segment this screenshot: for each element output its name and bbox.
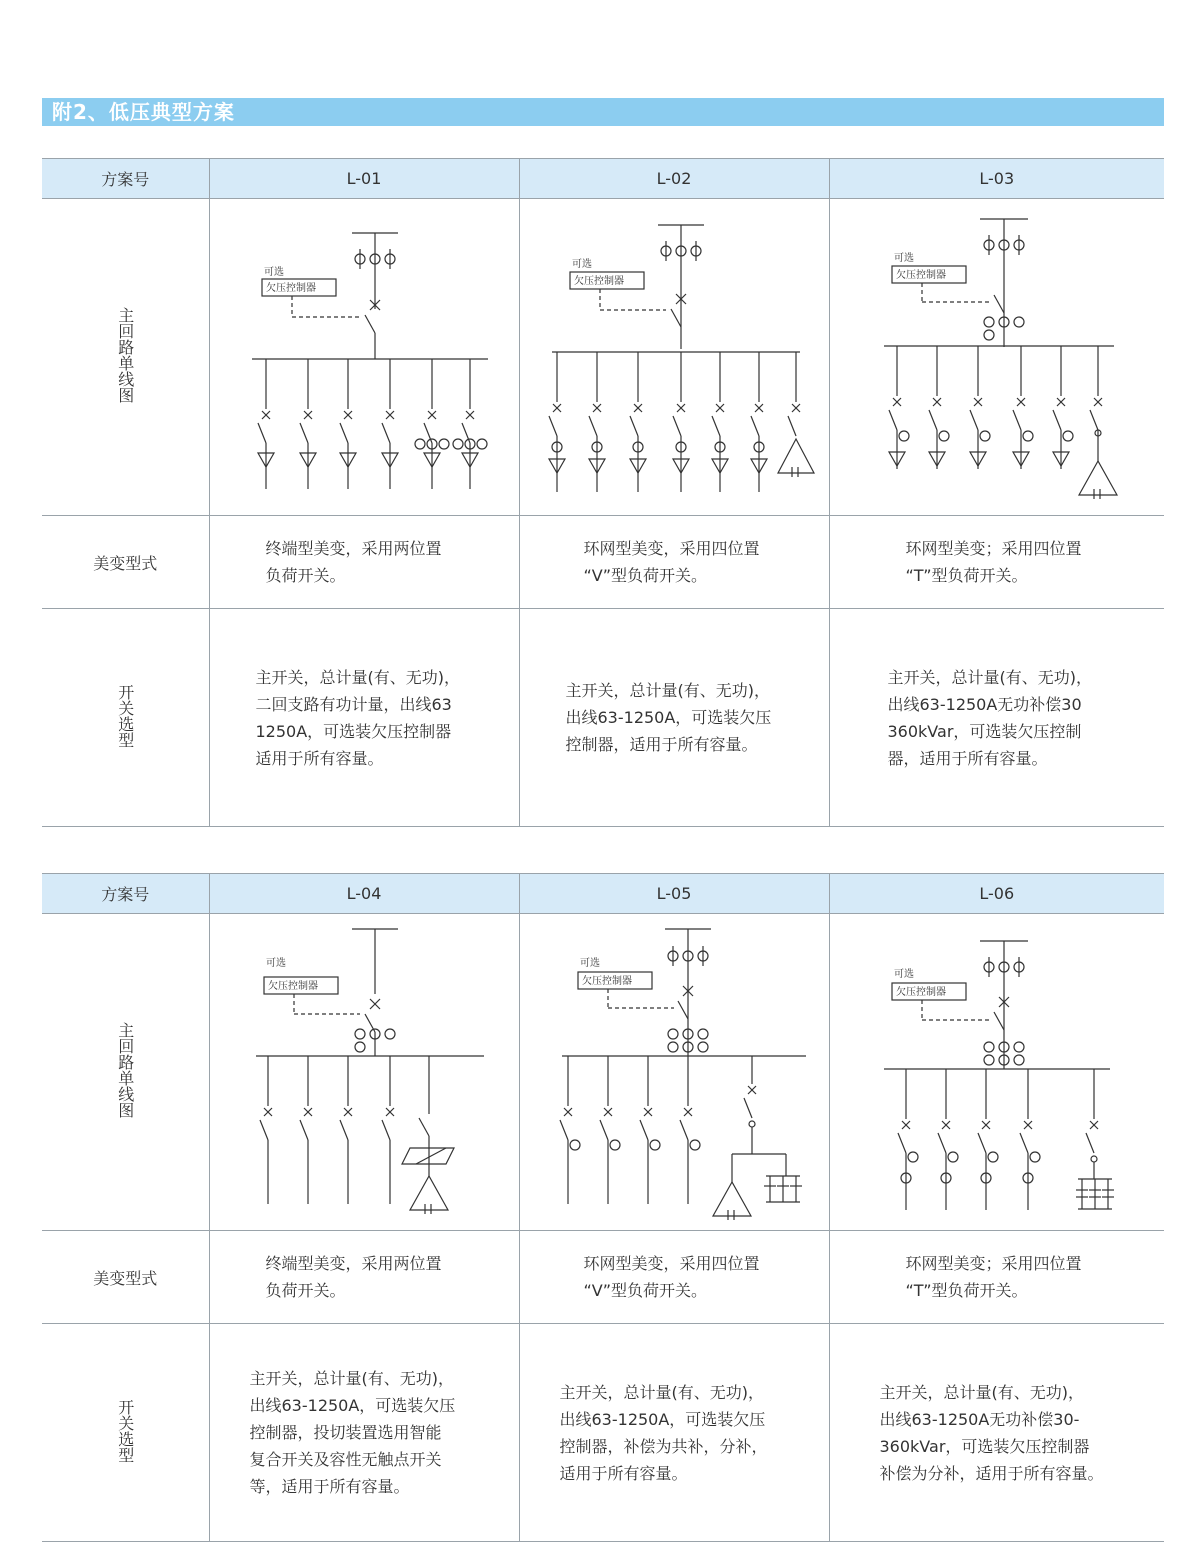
scheme-id: L-02 [519,159,829,199]
section-title-bar [42,98,1164,126]
optional-label: 可选 [579,958,600,969]
capacitor-bank-icon [1076,1179,1114,1209]
single-line-diagram-l02 [520,199,830,515]
single-line-diagram-l04 [210,914,520,1230]
switch-selection-row [42,1324,1164,1542]
transformer-type-row [42,1231,1164,1324]
breaker-switch-icon [258,359,487,489]
breaker-switch-icon [560,1056,786,1204]
transformer-type-row [42,516,1164,609]
switch-selection-text: 主开关，总计量(有、无功)， 二回支路有功计量，出线63 1250A，可选装欠压控制器 适用于所有容量。 [209,609,519,827]
switch-selection-text: 主开关，总计量(有、无功)， 出线63-1250A无功补偿30 360kVar，可选装欠压控制 器，适用于所有容量。 [887,667,1092,768]
section-title: 附2、低压典型方案 [52,100,235,124]
diagram-cell [209,914,519,1231]
diagram-row [42,914,1164,1231]
controller-label: 欠压控制器 [895,270,946,281]
controller-label: 欠压控制器 [895,987,946,998]
controller-label: 欠压控制器 [265,283,316,294]
transformer-type-label: 美变型式 [42,1231,209,1324]
diagram-cell [209,199,519,516]
diagram-cell [829,914,1164,1231]
optional-label: 可选 [265,958,286,969]
diagram-label: 主回路单线图 [115,1022,135,1118]
breaker-switch-icon [898,1069,1098,1210]
diagram-cell [829,199,1164,516]
scheme-id: L-05 [519,874,829,914]
switch-selection-label: 开关选型 [115,683,135,748]
switch-selection-text: 主开关，总计量(有、无功)， 出线63-1250A，可选装欠压 控制器，适用于所有容量。 [519,609,829,827]
breaker-switch-icon [260,1056,429,1204]
switch-selection-text: 主开关，总计量(有、无功)， 出线63-1250A无功补偿30- 360kVar，可选装欠压控制器 补偿为分补，适用于所有容量。 [879,1382,1104,1483]
diagram-label: 主回路单线图 [115,307,135,403]
transformer-type-text: 环网型美变，采用四位置 “V”型负荷开关。 [519,516,829,609]
capacitor-bank-icon [713,1176,802,1220]
transformer-type-text: 终端型美变，采用两位置 负荷开关。 [209,516,519,609]
scheme-id: L-06 [979,884,1015,903]
optional-label: 可选 [263,267,284,278]
scheme-id: L-04 [209,874,519,914]
controller-label: 欠压控制器 [573,276,624,287]
switch-selection-text: 主开关，总计量(有、无功)， 出线63-1250A，可选装欠压 控制器，补偿为共补，分补， 适用于所有容量。 [519,1324,829,1542]
controller-label: 欠压控制器 [267,981,318,992]
transformer-type-label: 美变型式 [42,516,209,609]
transformer-type-text: 终端型美变，采用两位置 负荷开关。 [209,1231,519,1324]
capacitor-bank-icon [778,439,814,477]
diagram-row [42,199,1164,516]
optional-label: 可选 [893,253,914,264]
scheme-table-2 [42,873,1164,1542]
capacitor-bank-icon [1079,461,1117,499]
single-line-diagram-l06 [830,914,1165,1230]
breaker-switch-icon [549,352,800,492]
diagram-cell [519,199,829,516]
scheme-no-label: 方案号 [42,159,209,199]
single-line-diagram-l03 [830,199,1165,515]
single-line-diagram-l05 [520,914,830,1230]
scheme-no-label: 方案号 [42,874,209,914]
switch-selection-text: 主开关，总计量(有、无功)， 出线63-1250A，可选装欠压 控制器，投切装置选用智能 复合开关及容性无触点开关 等，适用于所有容量。 [209,1324,519,1542]
scheme-id: L-01 [209,159,519,199]
diagram-cell [519,914,829,1231]
optional-label: 可选 [893,969,914,980]
breaker-switch-icon [889,346,1102,469]
optional-label: 可选 [571,259,592,270]
controller-label: 欠压控制器 [581,976,632,987]
header-row [42,159,1164,199]
header-row [42,874,1164,914]
transformer-type-text: 环网型美变，采用四位置 “V”型负荷开关。 [519,1231,829,1324]
switch-selection-row [42,609,1164,827]
single-line-diagram-l01 [210,199,520,515]
capacitor-bank-icon [402,1148,454,1214]
transformer-type-text: 环网型美变；采用四位置 “T”型负荷开关。 [905,1254,1082,1300]
switch-selection-label: 开关选型 [115,1398,135,1463]
scheme-id: L-03 [979,169,1015,188]
transformer-type-text: 环网型美变；采用四位置 “T”型负荷开关。 [905,539,1082,585]
scheme-table-1 [42,158,1164,827]
